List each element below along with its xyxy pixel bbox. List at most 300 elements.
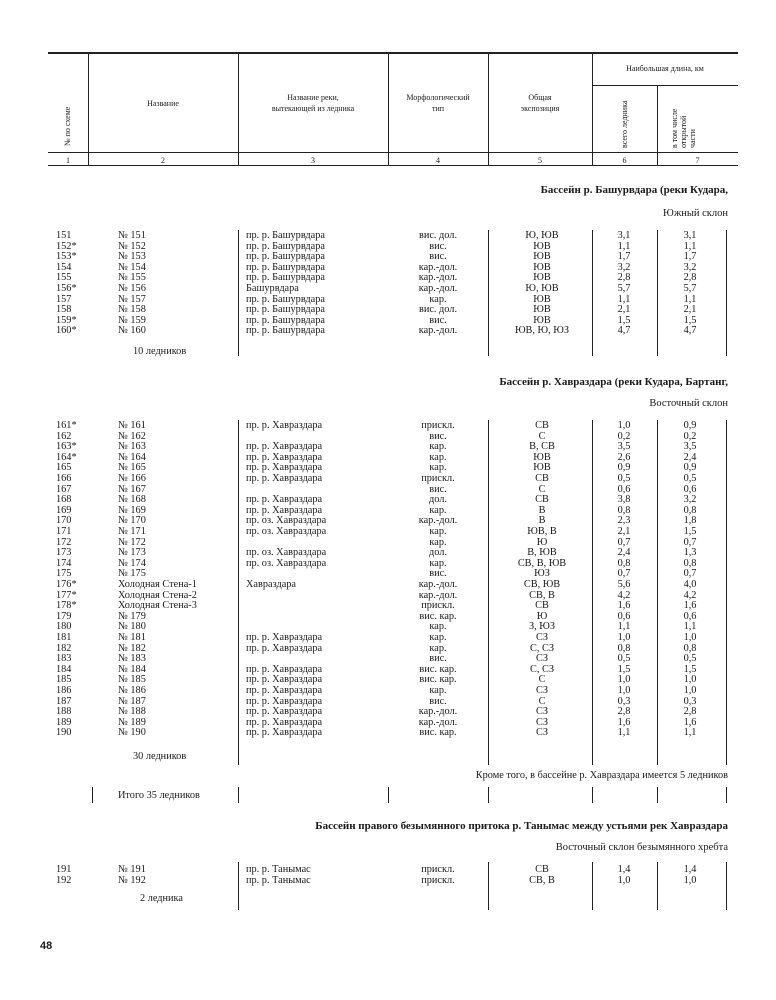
exposure: ЮВ xyxy=(533,451,551,463)
exposure: СВ xyxy=(535,600,549,612)
header-col5-line2: экспозиция xyxy=(520,104,560,113)
river-name: пр. р. Танымас xyxy=(246,864,311,875)
river-name: пр. р. Хавраздара xyxy=(246,674,323,686)
open-length: 1,1 xyxy=(683,293,697,305)
scheme-number: 153* xyxy=(56,251,77,263)
morphology-type: вис. xyxy=(429,314,447,326)
open-length: 2,4 xyxy=(683,451,697,463)
body-divider xyxy=(726,862,727,910)
total-length: 0,7 xyxy=(617,568,631,580)
morphology-type: кар.-дол. xyxy=(418,283,458,294)
header-col7-line2: открытой xyxy=(679,115,688,148)
open-length: 1,5 xyxy=(683,526,697,537)
glacier-name: № 169 xyxy=(118,504,146,516)
open-length: 3,2 xyxy=(683,494,697,506)
total-length: 1,0 xyxy=(617,632,631,643)
scheme-number: 186 xyxy=(56,685,72,696)
total-length: 1,7 xyxy=(617,251,631,263)
exposure: ЮВ, Ю, ЮЗ xyxy=(514,325,570,337)
table-row xyxy=(0,305,776,316)
exposure: СЗ xyxy=(535,653,549,665)
morphology-type: вис. кар. xyxy=(419,610,457,622)
river-name: пр. р. Хавраздара xyxy=(246,504,323,516)
table-row xyxy=(0,273,776,284)
glacier-name: № 184 xyxy=(118,663,146,675)
glacier-name: № 188 xyxy=(118,706,146,718)
col-number: 6 xyxy=(622,156,627,165)
open-length: 0,5 xyxy=(683,473,697,484)
exposure: ЮВ xyxy=(533,304,551,316)
morphology-type: дол. xyxy=(429,547,447,559)
river-name: пр. р. Танымас xyxy=(246,874,311,886)
header-divider xyxy=(592,52,593,165)
glacier-name: Холодная Стена-2 xyxy=(118,589,197,601)
exposure: СВ xyxy=(535,420,549,431)
header-col3 xyxy=(240,92,386,114)
river-name: пр. р. Хавраздара xyxy=(246,706,323,718)
glacier-name: № 164 xyxy=(118,451,146,463)
header-col4-line2: тип xyxy=(431,104,445,113)
river-name: пр. р. Башурвдара xyxy=(246,314,325,326)
open-length: 3,2 xyxy=(683,261,697,273)
morphology-type: кар.-дол. xyxy=(418,272,458,284)
total-length: 1,0 xyxy=(617,420,631,431)
body-divider xyxy=(488,230,489,356)
exposure: ЮВ xyxy=(533,240,551,252)
glacier-name: № 161 xyxy=(118,420,146,431)
glacier-name: № 174 xyxy=(118,557,146,569)
glacier-name: № 154 xyxy=(118,261,146,273)
scheme-number: 155 xyxy=(56,272,72,284)
table-row xyxy=(0,580,776,591)
total-length: 0,9 xyxy=(617,462,631,474)
header-bottom-rule xyxy=(48,165,738,166)
length-subheader-rule xyxy=(592,85,738,86)
scheme-number: 176* xyxy=(56,579,77,590)
scheme-number: 151 xyxy=(56,230,72,241)
table-row xyxy=(0,622,776,633)
table-row xyxy=(0,538,776,549)
morphology-type: кар. xyxy=(429,536,447,548)
open-length: 0,3 xyxy=(683,695,697,707)
morphology-type: вис. xyxy=(429,430,447,442)
glacier-name: № 180 xyxy=(118,621,146,633)
glacier-name: Холодная Стена-1 xyxy=(118,579,197,590)
table-row xyxy=(0,728,776,739)
scheme-number: 179 xyxy=(56,610,72,622)
section-subtitle: Восточный склон xyxy=(649,398,728,409)
body-divider xyxy=(488,420,489,765)
total-length: 0,8 xyxy=(617,642,631,654)
glacier-name: № 183 xyxy=(118,653,146,665)
morphology-type: кар. xyxy=(429,451,447,463)
open-length: 0,5 xyxy=(683,653,697,665)
scheme-number: 161* xyxy=(56,420,77,431)
section-count: 30 ледников xyxy=(133,751,187,762)
scheme-number: 181 xyxy=(56,632,72,643)
exposure: ЮВ xyxy=(533,261,551,273)
open-length: 0,7 xyxy=(683,536,697,548)
total-divider xyxy=(92,787,93,803)
scheme-number: 170 xyxy=(56,515,72,527)
total-length: 1,1 xyxy=(617,621,631,633)
scheme-number: 178* xyxy=(56,600,77,612)
total-length: 1,5 xyxy=(617,663,631,675)
glacier-name: № 155 xyxy=(118,272,146,284)
open-length: 0,7 xyxy=(683,568,697,580)
section-title: Бассейн р. Башурвдара (реки Кудара, xyxy=(540,184,728,196)
total-length: 5,7 xyxy=(617,283,631,294)
header-col7 xyxy=(670,109,697,148)
section-total: Итого 35 ледников xyxy=(118,790,200,801)
body-divider xyxy=(238,862,239,910)
exposure: СВ, В, ЮВ xyxy=(517,557,567,569)
morphology-type: вис. xyxy=(429,251,447,263)
header-divider xyxy=(238,52,239,165)
morphology-type: кар.-дол. xyxy=(418,716,458,728)
total-length: 2,6 xyxy=(617,451,631,463)
exposure: СВ, В xyxy=(529,589,555,601)
table-row xyxy=(0,485,776,496)
col-number: 3 xyxy=(311,156,315,165)
river-name: пр. р. Хавраздара xyxy=(246,716,323,728)
open-length: 1,7 xyxy=(683,251,697,263)
morphology-type: вис. xyxy=(429,483,447,495)
river-name: пр. р. Хавраздара xyxy=(246,441,323,453)
river-name: пр. р. Хавраздара xyxy=(246,663,323,675)
section-title: Бассейн правого безымянного притока р. Танымас между устьями рек Хавраздара xyxy=(315,820,728,832)
total-length: 1,4 xyxy=(617,864,631,875)
header-length-group: Наибольшая длина, км xyxy=(626,64,704,73)
scheme-number: 185 xyxy=(56,674,72,686)
scheme-number: 152* xyxy=(56,240,77,252)
total-length: 2,4 xyxy=(617,547,631,559)
total-length: 1,0 xyxy=(617,874,631,886)
open-length: 0,2 xyxy=(683,430,697,442)
body-divider xyxy=(592,230,593,356)
table-row xyxy=(0,252,776,263)
exposure: СЗ xyxy=(535,706,549,718)
exposure: ЮВ, В xyxy=(527,526,557,537)
morphology-type: кар. xyxy=(429,441,447,453)
open-length: 0,6 xyxy=(683,483,697,495)
river-name: пр. р. Хавраздара xyxy=(246,727,323,739)
morphology-type: кар. xyxy=(429,632,447,643)
exposure: Ю, ЮВ xyxy=(525,283,559,294)
scheme-number: 159* xyxy=(56,314,77,326)
col-number: 2 xyxy=(161,156,165,165)
exposure: ЮВ xyxy=(533,293,551,305)
river-name: пр. р. Хавраздара xyxy=(246,473,323,484)
exposure: С, СЗ xyxy=(529,642,555,654)
exposure: Ю xyxy=(536,610,548,622)
scheme-number: 154 xyxy=(56,261,72,273)
total-divider xyxy=(657,787,658,803)
morphology-type: вис. кар. xyxy=(419,674,457,686)
glacier-name: № 185 xyxy=(118,674,146,686)
morphology-type: вис. xyxy=(429,240,447,252)
morphology-type: кар. xyxy=(429,293,447,305)
table-row xyxy=(0,432,776,443)
total-length: 0,8 xyxy=(617,504,631,516)
header-col7-line1: в том числе xyxy=(670,108,679,148)
open-length: 4,7 xyxy=(683,325,697,337)
total-length: 0,8 xyxy=(617,557,631,569)
header-col5 xyxy=(490,92,590,114)
header-col5-line1: Общая xyxy=(528,93,552,102)
scheme-number: 180 xyxy=(56,621,72,633)
exposure: С xyxy=(538,430,546,442)
table-row xyxy=(0,463,776,474)
scheme-number: 192 xyxy=(56,874,72,886)
open-length: 2,1 xyxy=(683,304,697,316)
exposure: ЮВ xyxy=(533,462,551,474)
river-name: Башурвдара xyxy=(246,283,299,294)
total-length: 2,8 xyxy=(617,272,631,284)
table-row xyxy=(0,612,776,623)
total-length: 0,5 xyxy=(617,473,631,484)
river-name: пр. р. Хавраздара xyxy=(246,685,323,696)
open-length: 2,8 xyxy=(683,272,697,284)
morphology-type: прискл. xyxy=(421,473,455,484)
open-length: 5,7 xyxy=(683,283,697,294)
scheme-number: 168 xyxy=(56,494,72,506)
section-count: 2 ледника xyxy=(140,893,183,904)
open-length: 1,0 xyxy=(683,874,697,886)
scheme-number: 160* xyxy=(56,325,77,337)
scheme-number: 184 xyxy=(56,663,72,675)
glacier-name: № 157 xyxy=(118,293,146,305)
exposure: В xyxy=(538,515,546,527)
table-row xyxy=(0,601,776,612)
scheme-number: 167 xyxy=(56,483,72,495)
exposure: С xyxy=(538,695,546,707)
exposure: ЮЗ xyxy=(534,568,550,580)
open-length: 1,5 xyxy=(683,314,697,326)
morphology-type: кар.-дол. xyxy=(418,589,458,601)
scheme-number: 169 xyxy=(56,504,72,516)
exposure: Ю xyxy=(536,536,548,548)
morphology-type: кар. xyxy=(429,557,447,569)
open-length: 1,3 xyxy=(683,547,697,559)
total-length: 1,1 xyxy=(617,293,631,305)
glacier-name: № 175 xyxy=(118,568,146,580)
river-name: пр. р. Башурвдара xyxy=(246,325,325,337)
table-row xyxy=(0,453,776,464)
glacier-name: № 173 xyxy=(118,547,146,559)
scheme-number: 173 xyxy=(56,547,72,559)
river-name: Хавраздара xyxy=(246,579,296,590)
table-row xyxy=(0,654,776,665)
scheme-number: 190 xyxy=(56,727,72,739)
scheme-number: 165 xyxy=(56,462,72,474)
open-length: 3,1 xyxy=(683,230,697,241)
table-row xyxy=(0,527,776,538)
open-length: 1,1 xyxy=(683,621,697,633)
exposure: СЗ xyxy=(535,716,549,728)
total-length: 1,6 xyxy=(617,600,631,612)
exposure: СВ, ЮВ xyxy=(523,579,561,590)
morphology-type: кар. xyxy=(429,685,447,696)
header-col6: всего ледника xyxy=(620,100,629,148)
scheme-number: 164* xyxy=(56,451,77,463)
total-divider xyxy=(388,787,389,803)
glacier-name: № 189 xyxy=(118,716,146,728)
morphology-type: прискл. xyxy=(421,420,455,431)
open-length: 0,9 xyxy=(683,462,697,474)
river-name: пр. р. Хавраздара xyxy=(246,462,323,474)
morphology-type: прискл. xyxy=(421,600,455,612)
table-row xyxy=(0,707,776,718)
table-row xyxy=(0,231,776,242)
total-length: 1,6 xyxy=(617,716,631,728)
table-row xyxy=(0,516,776,527)
open-length: 1,1 xyxy=(683,240,697,252)
section-note: Кроме того, в бассейне р. Хавраздара имеется 5 ледников xyxy=(475,770,728,781)
header-col1: № по схеме xyxy=(63,106,72,146)
header-col2: Название xyxy=(147,99,179,108)
total-length: 1,1 xyxy=(617,240,631,252)
total-length: 2,8 xyxy=(617,706,631,718)
exposure: ЮВ xyxy=(533,314,551,326)
glacier-name: № 186 xyxy=(118,685,146,696)
river-name: пр. р. Хавраздара xyxy=(246,632,323,643)
header-number-rule xyxy=(48,152,738,153)
exposure: Ю, ЮВ xyxy=(525,230,559,241)
table-row xyxy=(0,421,776,432)
morphology-type: вис. дол. xyxy=(418,304,458,316)
glacier-name: № 163 xyxy=(118,441,146,453)
glacier-name: № 170 xyxy=(118,515,146,527)
table-row xyxy=(0,644,776,655)
open-length: 1,8 xyxy=(683,515,697,527)
morphology-type: дол. xyxy=(429,494,447,506)
body-divider xyxy=(238,420,239,765)
table-row xyxy=(0,442,776,453)
open-length: 1,5 xyxy=(683,663,697,675)
table-row xyxy=(0,495,776,506)
glacier-name: № 181 xyxy=(118,632,146,643)
header-top-rule xyxy=(48,52,738,54)
section-title: Бассейн р. Хавраздара (реки Кудара, Бартанг, xyxy=(499,376,728,388)
exposure: С, СЗ xyxy=(529,663,555,675)
scheme-number: 158 xyxy=(56,304,72,316)
morphology-type: кар.-дол. xyxy=(418,579,458,590)
body-divider xyxy=(592,862,593,910)
river-name: пр. р. Башурвдара xyxy=(246,240,325,252)
open-length: 0,8 xyxy=(683,504,697,516)
col-number: 4 xyxy=(436,156,440,165)
col-number: 5 xyxy=(538,156,542,165)
glacier-name: № 159 xyxy=(118,314,146,326)
scheme-number: 183 xyxy=(56,653,72,665)
glacier-name: № 166 xyxy=(118,473,146,484)
exposure: СЗ xyxy=(535,685,549,696)
exposure: В, СВ xyxy=(529,441,555,453)
river-name: пр. оз. Хавраздара xyxy=(246,515,327,527)
table-row xyxy=(0,697,776,708)
total-length: 3,8 xyxy=(617,494,631,506)
total-divider xyxy=(726,787,727,803)
river-name: пр. р. Башурвдара xyxy=(246,304,325,316)
exposure: СВ xyxy=(535,473,549,484)
scheme-number: 174 xyxy=(56,557,72,569)
table-row xyxy=(0,718,776,729)
glacier-name: № 171 xyxy=(118,526,146,537)
morphology-type: прискл. xyxy=(421,864,455,875)
glacier-name: № 158 xyxy=(118,304,146,316)
glacier-name: № 160 xyxy=(118,325,146,337)
glacier-name: № 156 xyxy=(118,283,146,294)
table-row xyxy=(0,242,776,253)
exposure: З, ЮЗ xyxy=(528,621,556,633)
header-col7-line3: части xyxy=(688,129,697,148)
exposure: С xyxy=(538,483,546,495)
river-name: пр. р. Башурвдара xyxy=(246,293,325,305)
table-row xyxy=(0,506,776,517)
header-divider xyxy=(657,85,658,165)
body-divider xyxy=(657,420,658,765)
river-name: пр. р. Хавраздара xyxy=(246,695,323,707)
exposure: ЮВ xyxy=(533,272,551,284)
total-length: 3,1 xyxy=(617,230,631,241)
table-row xyxy=(0,548,776,559)
exposure: СВ xyxy=(535,864,549,875)
glacier-name: № 182 xyxy=(118,642,146,654)
table-row xyxy=(0,665,776,676)
total-divider xyxy=(238,787,239,803)
section-subtitle: Восточный склон безымянного хребта xyxy=(555,842,728,853)
header-divider xyxy=(388,52,389,165)
total-length: 0,6 xyxy=(617,483,631,495)
table-row xyxy=(0,876,776,887)
body-divider xyxy=(726,420,727,765)
table-row xyxy=(0,675,776,686)
total-length: 1,1 xyxy=(617,727,631,739)
open-length: 0,6 xyxy=(683,610,697,622)
body-divider xyxy=(238,230,239,356)
morphology-type: кар. xyxy=(429,526,447,537)
exposure: СВ xyxy=(535,494,549,506)
scheme-number: 188 xyxy=(56,706,72,718)
glacier-name: № 152 xyxy=(118,240,146,252)
exposure: СЗ xyxy=(535,727,549,739)
table-row xyxy=(0,263,776,274)
header-col4 xyxy=(390,92,486,114)
table-row xyxy=(0,591,776,602)
total-divider xyxy=(488,787,489,803)
scheme-number: 172 xyxy=(56,536,72,548)
scheme-number: 187 xyxy=(56,695,72,707)
total-length: 4,2 xyxy=(617,589,631,601)
header-col4-line1: Морфологический xyxy=(406,93,470,102)
scheme-number: 182 xyxy=(56,642,72,654)
river-name: пр. р. Башурвдара xyxy=(246,251,325,263)
morphology-type: кар. xyxy=(429,504,447,516)
total-length: 5,6 xyxy=(617,579,631,590)
morphology-type: кар.-дол. xyxy=(418,706,458,718)
body-divider xyxy=(657,862,658,910)
morphology-type: кар. xyxy=(429,462,447,474)
morphology-type: вис. xyxy=(429,653,447,665)
table-row xyxy=(0,865,776,876)
total-length: 2,3 xyxy=(617,515,631,527)
glacier-name: № 153 xyxy=(118,251,146,263)
scheme-number: 189 xyxy=(56,716,72,728)
glacier-name: № 191 xyxy=(118,864,146,875)
open-length: 3,5 xyxy=(683,441,697,453)
river-name: пр. р. Хавраздара xyxy=(246,642,323,654)
